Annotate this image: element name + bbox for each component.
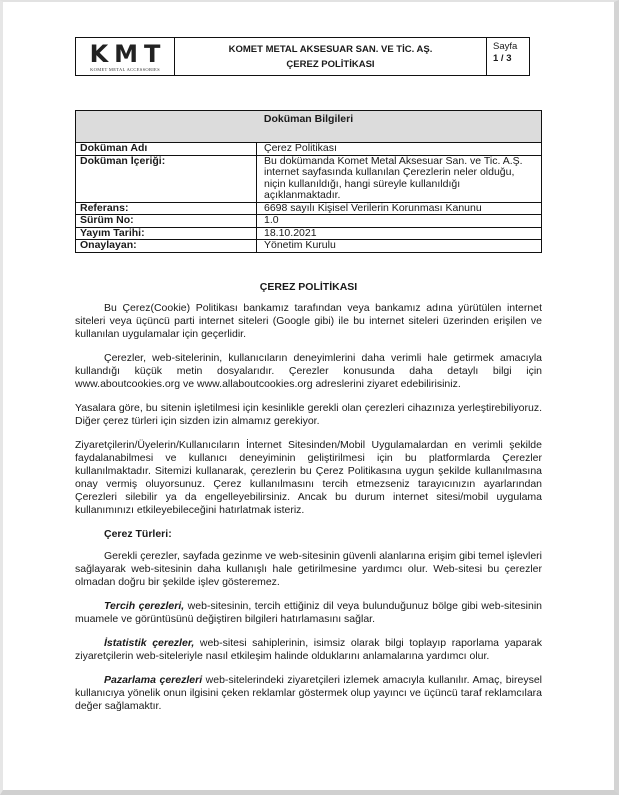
document-body <box>75 281 542 724</box>
info-label: Referans: <box>76 203 257 215</box>
info-label: Sürüm No: <box>76 215 257 227</box>
term-statistics: İstatistik çerezler, <box>104 637 195 649</box>
paragraph-marketing-cookies <box>75 674 542 713</box>
term-preference: Tercih çerezleri, <box>104 600 185 612</box>
logo-mark: KMT <box>89 40 167 68</box>
document-header <box>75 37 530 76</box>
header-doc-title: ÇEREZ POLİTİKASI <box>286 58 375 70</box>
page-indicator <box>487 38 529 75</box>
document-info-table <box>75 110 542 253</box>
info-value: Bu dokümanda Komet Metal Aksesuar San. ve Tic. A.Ş. internet sayfasında kullanılan Çerezlerin neler olduğu, niçin kullanıldığı, hangi süreyle kullanıldığı açıklanmaktadır. <box>264 154 523 201</box>
paragraph-necessary-cookies: Gerekli çerezler, sayfada gezinme ve web-sitesinin güvenli alanlarına erişim gibi temel işlevleri sağlayarak web-sitesinin daha kullanışlı hale getirilmesine yardımcı olur. Web-sitesi bu çerezler olmadan doğru bir şekilde işlev gösteremez. <box>75 550 542 588</box>
statistics-text: web-sitesi sahiplerinin, isimsiz olarak bilgi toplayıp raporlama yaparak ziyaretçilerin web-siteleriyle nasıl etkileşim halinde olduklarını anlamalarına yardımcı olur. <box>75 637 542 662</box>
info-row <box>76 240 541 252</box>
info-table-title: Doküman Bilgileri <box>76 111 541 143</box>
company-logo <box>76 38 175 75</box>
paragraph-definition: Çerezler, web-sitelerinin, kullanıcıların deneyimlerini daha verimli hale getirmek amacıyla kullandığı küçük metin dosyalarıdır. Çerezler konusunda daha detaylı bilgi için www.aboutcookies.org ve www.allaboutcookies.org adreslerini ziyaret edebilirisiniz. <box>75 352 542 390</box>
info-label: Doküman Adı <box>76 143 257 155</box>
marketing-text: web-sitelerindeki ziyaretçileri izlemek amacıyla kullanılır. Amaç, bireysel kullanıcıya yönelik onun ilgisini çeken reklamlar göstermek olup yayıncı ve üçüncü taraf reklamcılara değer sağlamaktır. <box>75 674 542 712</box>
header-title-block <box>175 38 487 75</box>
info-row <box>76 143 541 156</box>
paragraph-usage: Ziyaretçilerin/Üyelerin/Kullanıcıların İnternet Sitesinden/Mobil Uygulamalardan en verimli şekilde faydalanabilmesi ve kullanıcı deneyiminin geliştirilmesi için bu platformlarda Çerezler kullanılmaktadır. Sitemizi kullanarak, çerezlerin bu Çerez Politikasına uygun şekilde kullanılmasına onay vermiş oluyorsunuz. Çerez kullanılmasını tercih etmezseniz tarayıcınızın ayarlarından Çerezleri silebilir ya da engelleyebilirsiniz. Ancak bu durum internet sitesi/mobil uygulama kullanımınızı etkileyebileceğini hatırlatmak isteriz. <box>75 439 542 516</box>
info-value: 1.0 <box>264 214 279 226</box>
info-label: Doküman İçeriği: <box>76 156 257 202</box>
page-label: Sayfa <box>493 41 518 52</box>
info-value: 6698 sayılı Kişisel Verilerin Korunması Kanunu <box>264 201 482 214</box>
paragraph-legal: Yasalara göre, bu sitenin işletilmesi için kesinlikle gerekli olan çerezleri cihazınıza yerleştirebiliyoruz. Diğer çerez türleri için sizden izin almamız gerekiyor. <box>75 402 542 427</box>
paragraph-scope: Bu Çerez(Cookie) Politikası bankamız tarafından veya bankamız adına yürütülen internet siteleri veya üçüncü parti internet siteleri (Google gibi) ile bu internet siteleri üzerinden erişilen ve kullanılan uygulamalar için geçerlidir. <box>75 302 542 340</box>
info-value: 18.10.2021 <box>264 226 317 239</box>
paragraph-preference-cookies <box>75 600 542 626</box>
info-value: Yönetim Kurulu <box>264 239 336 251</box>
info-label: Onaylayan: <box>76 240 257 252</box>
section-title: ÇEREZ POLİTİKASI <box>259 281 358 293</box>
logo-subtitle: KOMET METAL ACCESSORIES <box>90 67 160 72</box>
cookie-types-heading: Çerez Türleri: <box>104 528 172 540</box>
paragraph-statistics-cookies <box>75 637 542 663</box>
info-row <box>76 203 541 216</box>
info-label: Yayım Tarihi: <box>76 228 257 240</box>
info-row <box>76 215 541 228</box>
term-marketing: Pazarlama çerezleri <box>104 674 203 686</box>
info-row <box>76 156 541 203</box>
company-name: KOMET METAL AKSESUAR SAN. VE TİC. AŞ. <box>228 43 433 55</box>
preference-text: web-sitesinin, tercih ettiğiniz dil veya bulunduğunuz bölge gibi web-sitesinin muamele ve görüntüsünü değiştiren bilgileri hatırlamasını sağlar. <box>75 600 542 625</box>
info-value: Çerez Politikası <box>264 142 337 154</box>
page-number: 1 / 3 <box>493 53 512 64</box>
